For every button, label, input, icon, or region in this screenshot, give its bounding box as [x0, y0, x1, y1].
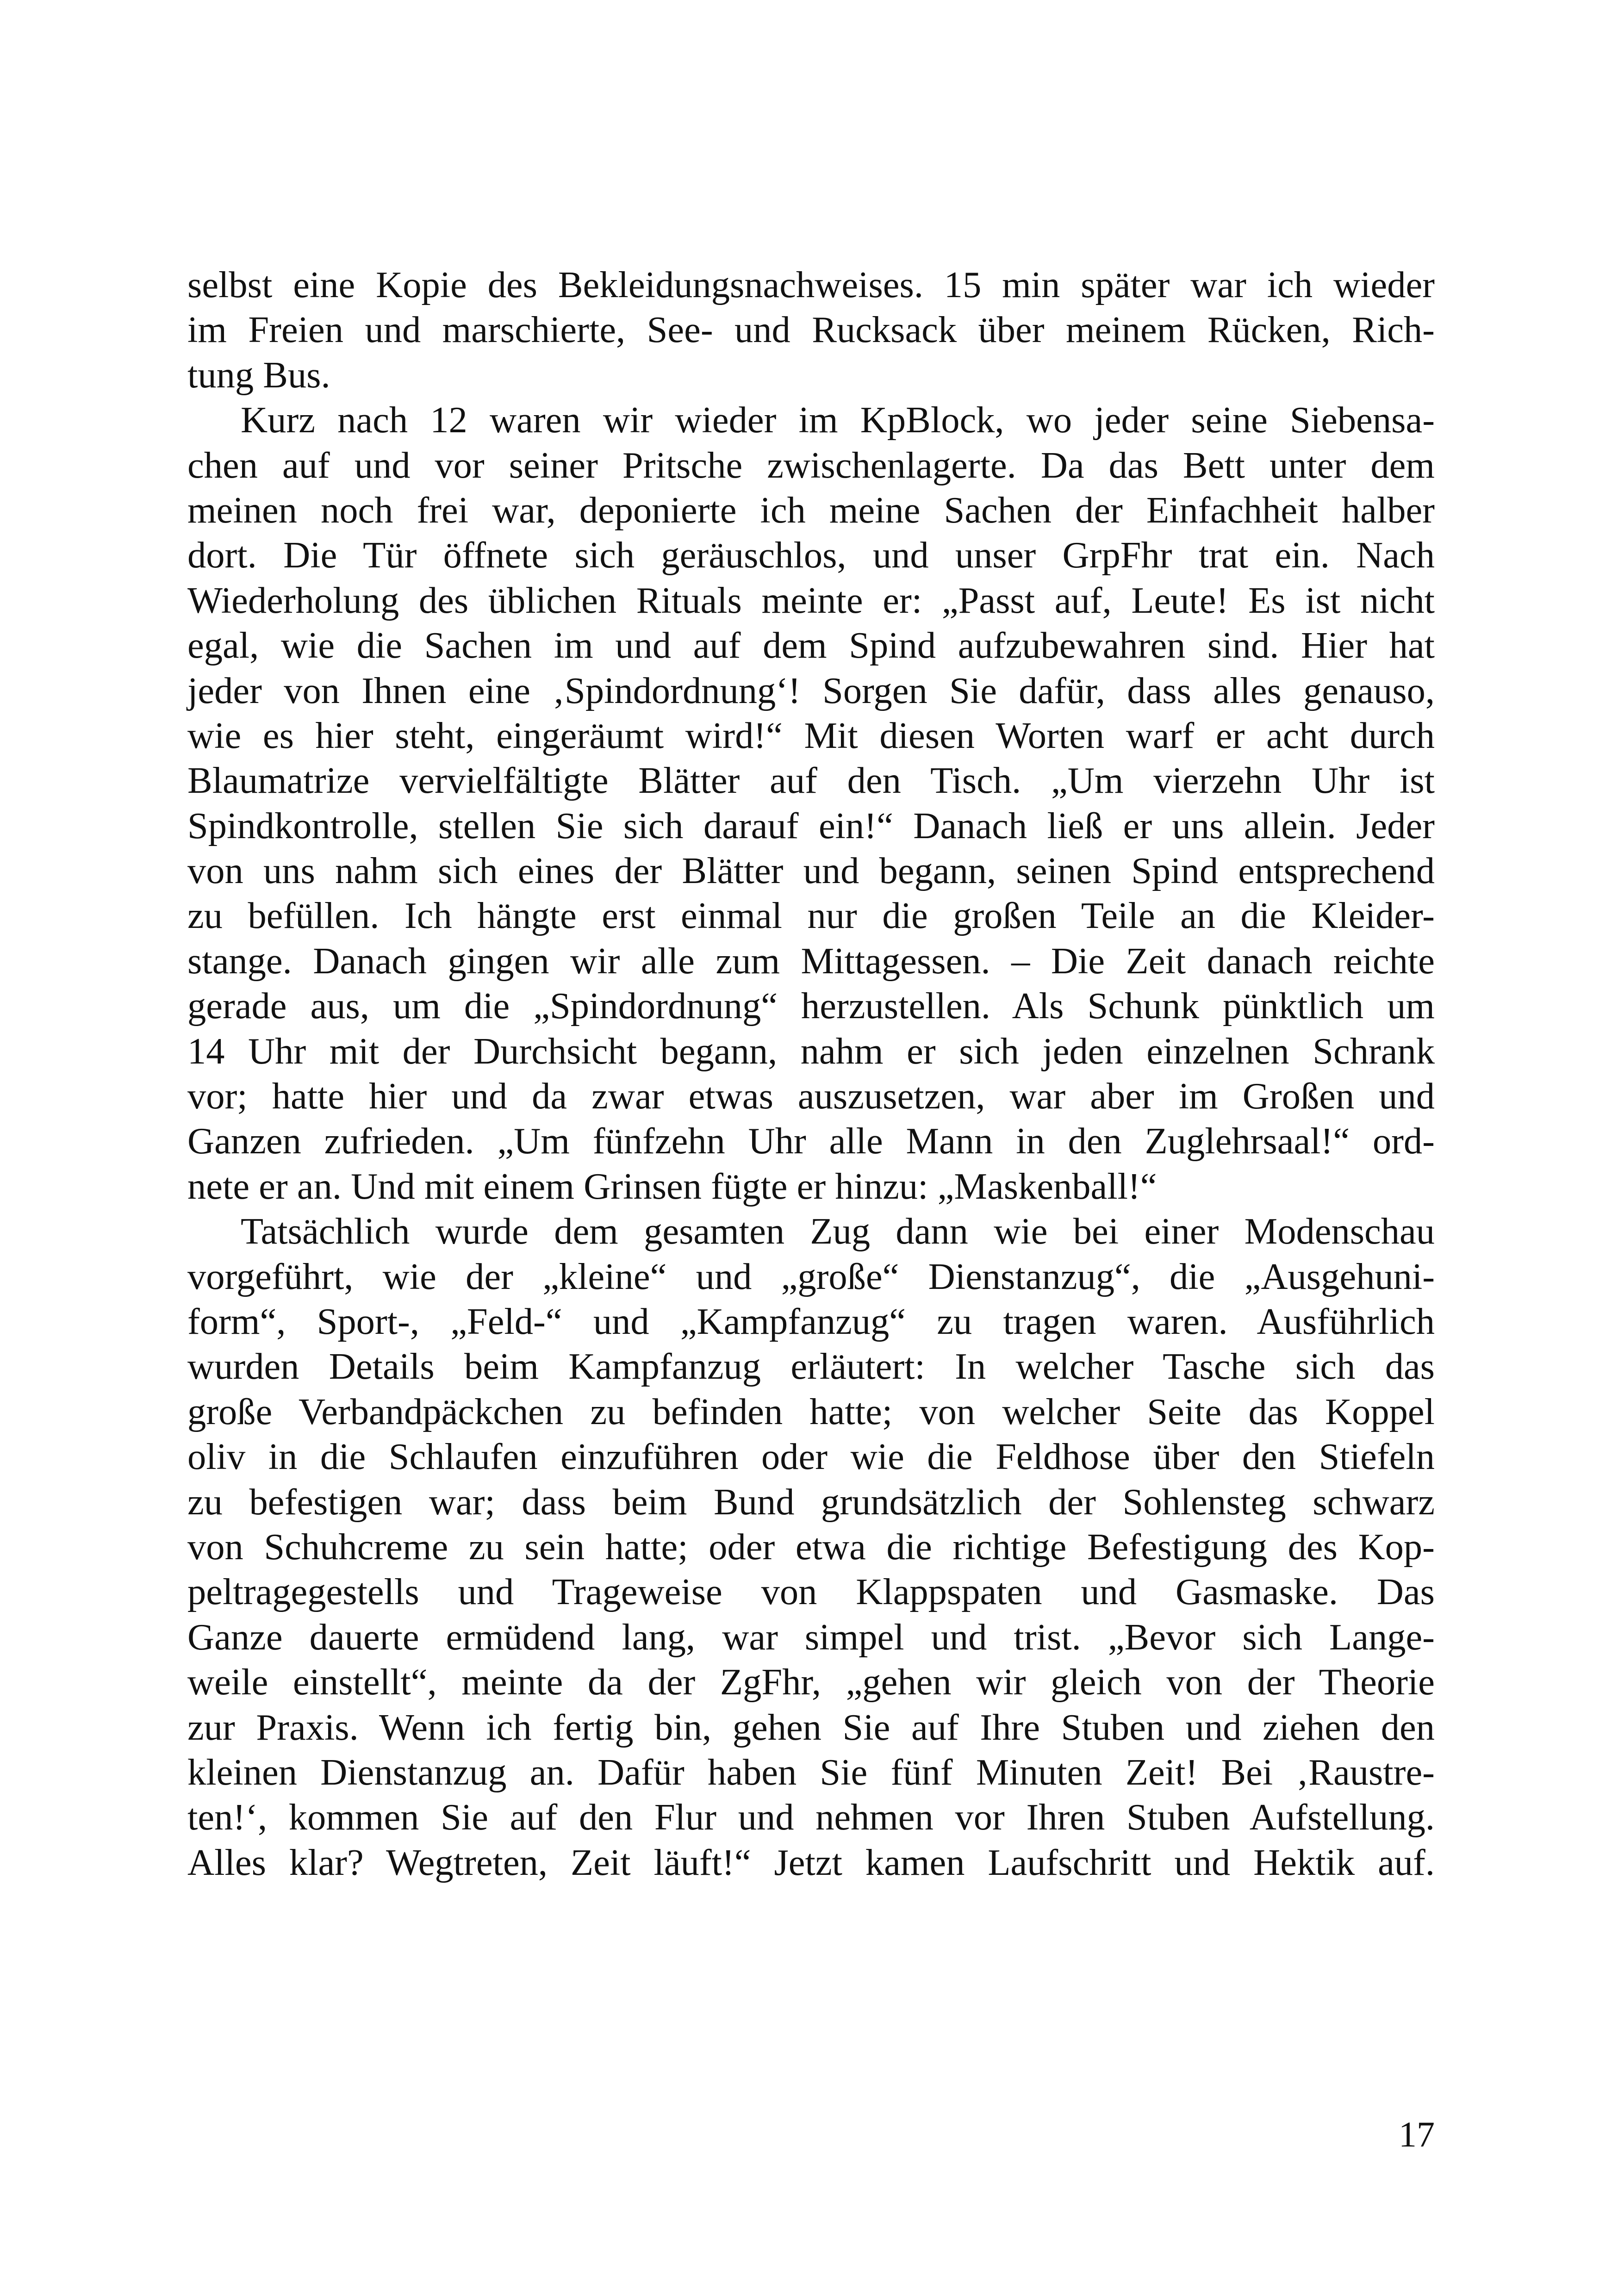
text-line: dort. Die Tür öffnete sich geräuschlos, und unser GrpFhr trat ein. Nach — [187, 535, 1435, 576]
text-line: Ganzen zufrieden. „Um fünfzehn Uhr alle Mann in den Zuglehrsaal!“ ord- — [187, 1120, 1435, 1162]
text-line: vor; hatte hier und da zwar etwas auszusetzen, war aber im Großen und — [187, 1076, 1435, 1117]
text-line: oliv in die Schlaufen einzuführen oder wie die Feldhose über den Stiefeln — [187, 1436, 1435, 1478]
text-line: zu befüllen. Ich hängte erst einmal nur die großen Teile an die Kleider- — [187, 895, 1435, 937]
text-line: form“, Sport-, „Feld-“ und „Kampfanzug“ zu tragen waren. Ausführlich — [187, 1300, 1435, 1342]
text-line: egal, wie die Sachen im und auf dem Spind aufzubewahren sind. Hier hat — [187, 625, 1435, 666]
text-line: tung Bus. — [187, 354, 330, 396]
text-line: große Verbandpäckchen zu befinden hatte; von welcher Seite das Koppel — [187, 1391, 1435, 1432]
text-line: zur Praxis. Wenn ich fertig bin, gehen Sie auf Ihre Stuben und ziehen den — [187, 1706, 1435, 1748]
text-line: von uns nahm sich eines der Blätter und begann, seinen Spind entsprechend — [187, 850, 1435, 892]
text-line: selbst eine Kopie des Bekleidungsnachweises. 15 min später war ich wieder — [187, 264, 1435, 305]
text-line: jeder von Ihnen eine ‚Spindordnung‘! Sorgen Sie dafür, dass alles genauso, — [187, 670, 1435, 711]
text-line: Ganze dauerte ermüdend lang, war simpel und trist. „Bevor sich Lange- — [187, 1616, 1435, 1658]
text-line: kleinen Dienstanzug an. Dafür haben Sie fünf Minuten Zeit! Bei ‚Raustre- — [187, 1751, 1435, 1793]
text-line: Kurz nach 12 waren wir wieder im KpBlock, wo jeder seine Siebensa- — [241, 399, 1435, 441]
text-line: wie es hier steht, eingeräumt wird!“ Mit diesen Worten warf er acht durch — [187, 715, 1435, 756]
text-line: 14 Uhr mit der Durchsicht begann, nahm er sich jeden einzelnen Schrank — [187, 1030, 1435, 1072]
text-line: im Freien und marschierte, See- und Rucksack über meinem Rücken, Rich- — [187, 309, 1435, 351]
body-text — [187, 262, 1435, 1885]
text-line: nete er an. Und mit einem Grinsen fügte er hinzu: „Maskenball!“ — [187, 1165, 1157, 1207]
text-line: Wiederholung des üblichen Rituals meinte er: „Passt auf, Leute! Es ist nicht — [187, 579, 1435, 621]
text-line: meinen noch frei war, deponierte ich meine Sachen der Einfachheit halber — [187, 489, 1435, 531]
paragraph — [187, 262, 1435, 398]
text-line: Alles klar? Wegtreten, Zeit läuft!“ Jetzt kamen Laufschritt und Hektik auf. — [187, 1842, 1435, 1883]
text-line: Spindkontrolle, stellen Sie sich darauf ein!“ Danach ließ er uns allein. Jeder — [187, 805, 1435, 846]
text-line: chen auf und vor seiner Pritsche zwischenlagerte. Da das Bett unter dem — [187, 444, 1435, 486]
text-line: peltragegestells und Trageweise von Klappspaten und Gasmaske. Das — [187, 1571, 1435, 1613]
text-line: von Schuhcreme zu sein hatte; oder etwa die richtige Befestigung des Kop- — [187, 1526, 1435, 1568]
text-line: gerade aus, um die „Spindordnung“ herzustellen. Als Schunk pünktlich um — [187, 985, 1435, 1027]
text-line: Blaumatrize vervielfältigte Blätter auf den Tisch. „Um vierzehn Uhr ist — [187, 760, 1435, 802]
paragraph — [187, 398, 1435, 1209]
text-line: Tatsächlich wurde dem gesamten Zug dann wie bei einer Modenschau — [241, 1211, 1435, 1252]
text-line: weile einstellt“, meinte da der ZgFhr, „gehen wir gleich von der Theorie — [187, 1661, 1435, 1703]
paragraph — [187, 1209, 1435, 1885]
text-line: ten!‘, kommen Sie auf den Flur und nehmen vor Ihren Stuben Aufstellung. — [187, 1797, 1435, 1838]
text-line: vorgeführt, wie der „kleine“ und „große“ Dienstanzug“, die „Ausgehuni- — [187, 1256, 1435, 1297]
page-number: 17 — [1399, 2114, 1435, 2154]
text-line: stange. Danach gingen wir alle zum Mittagessen. – Die Zeit danach reichte — [187, 940, 1435, 982]
text-line: wurden Details beim Kampfanzug erläutert: In welcher Tasche sich das — [187, 1346, 1435, 1388]
text-line: zu befestigen war; dass beim Bund grundsätzlich der Sohlensteg schwarz — [187, 1481, 1435, 1523]
